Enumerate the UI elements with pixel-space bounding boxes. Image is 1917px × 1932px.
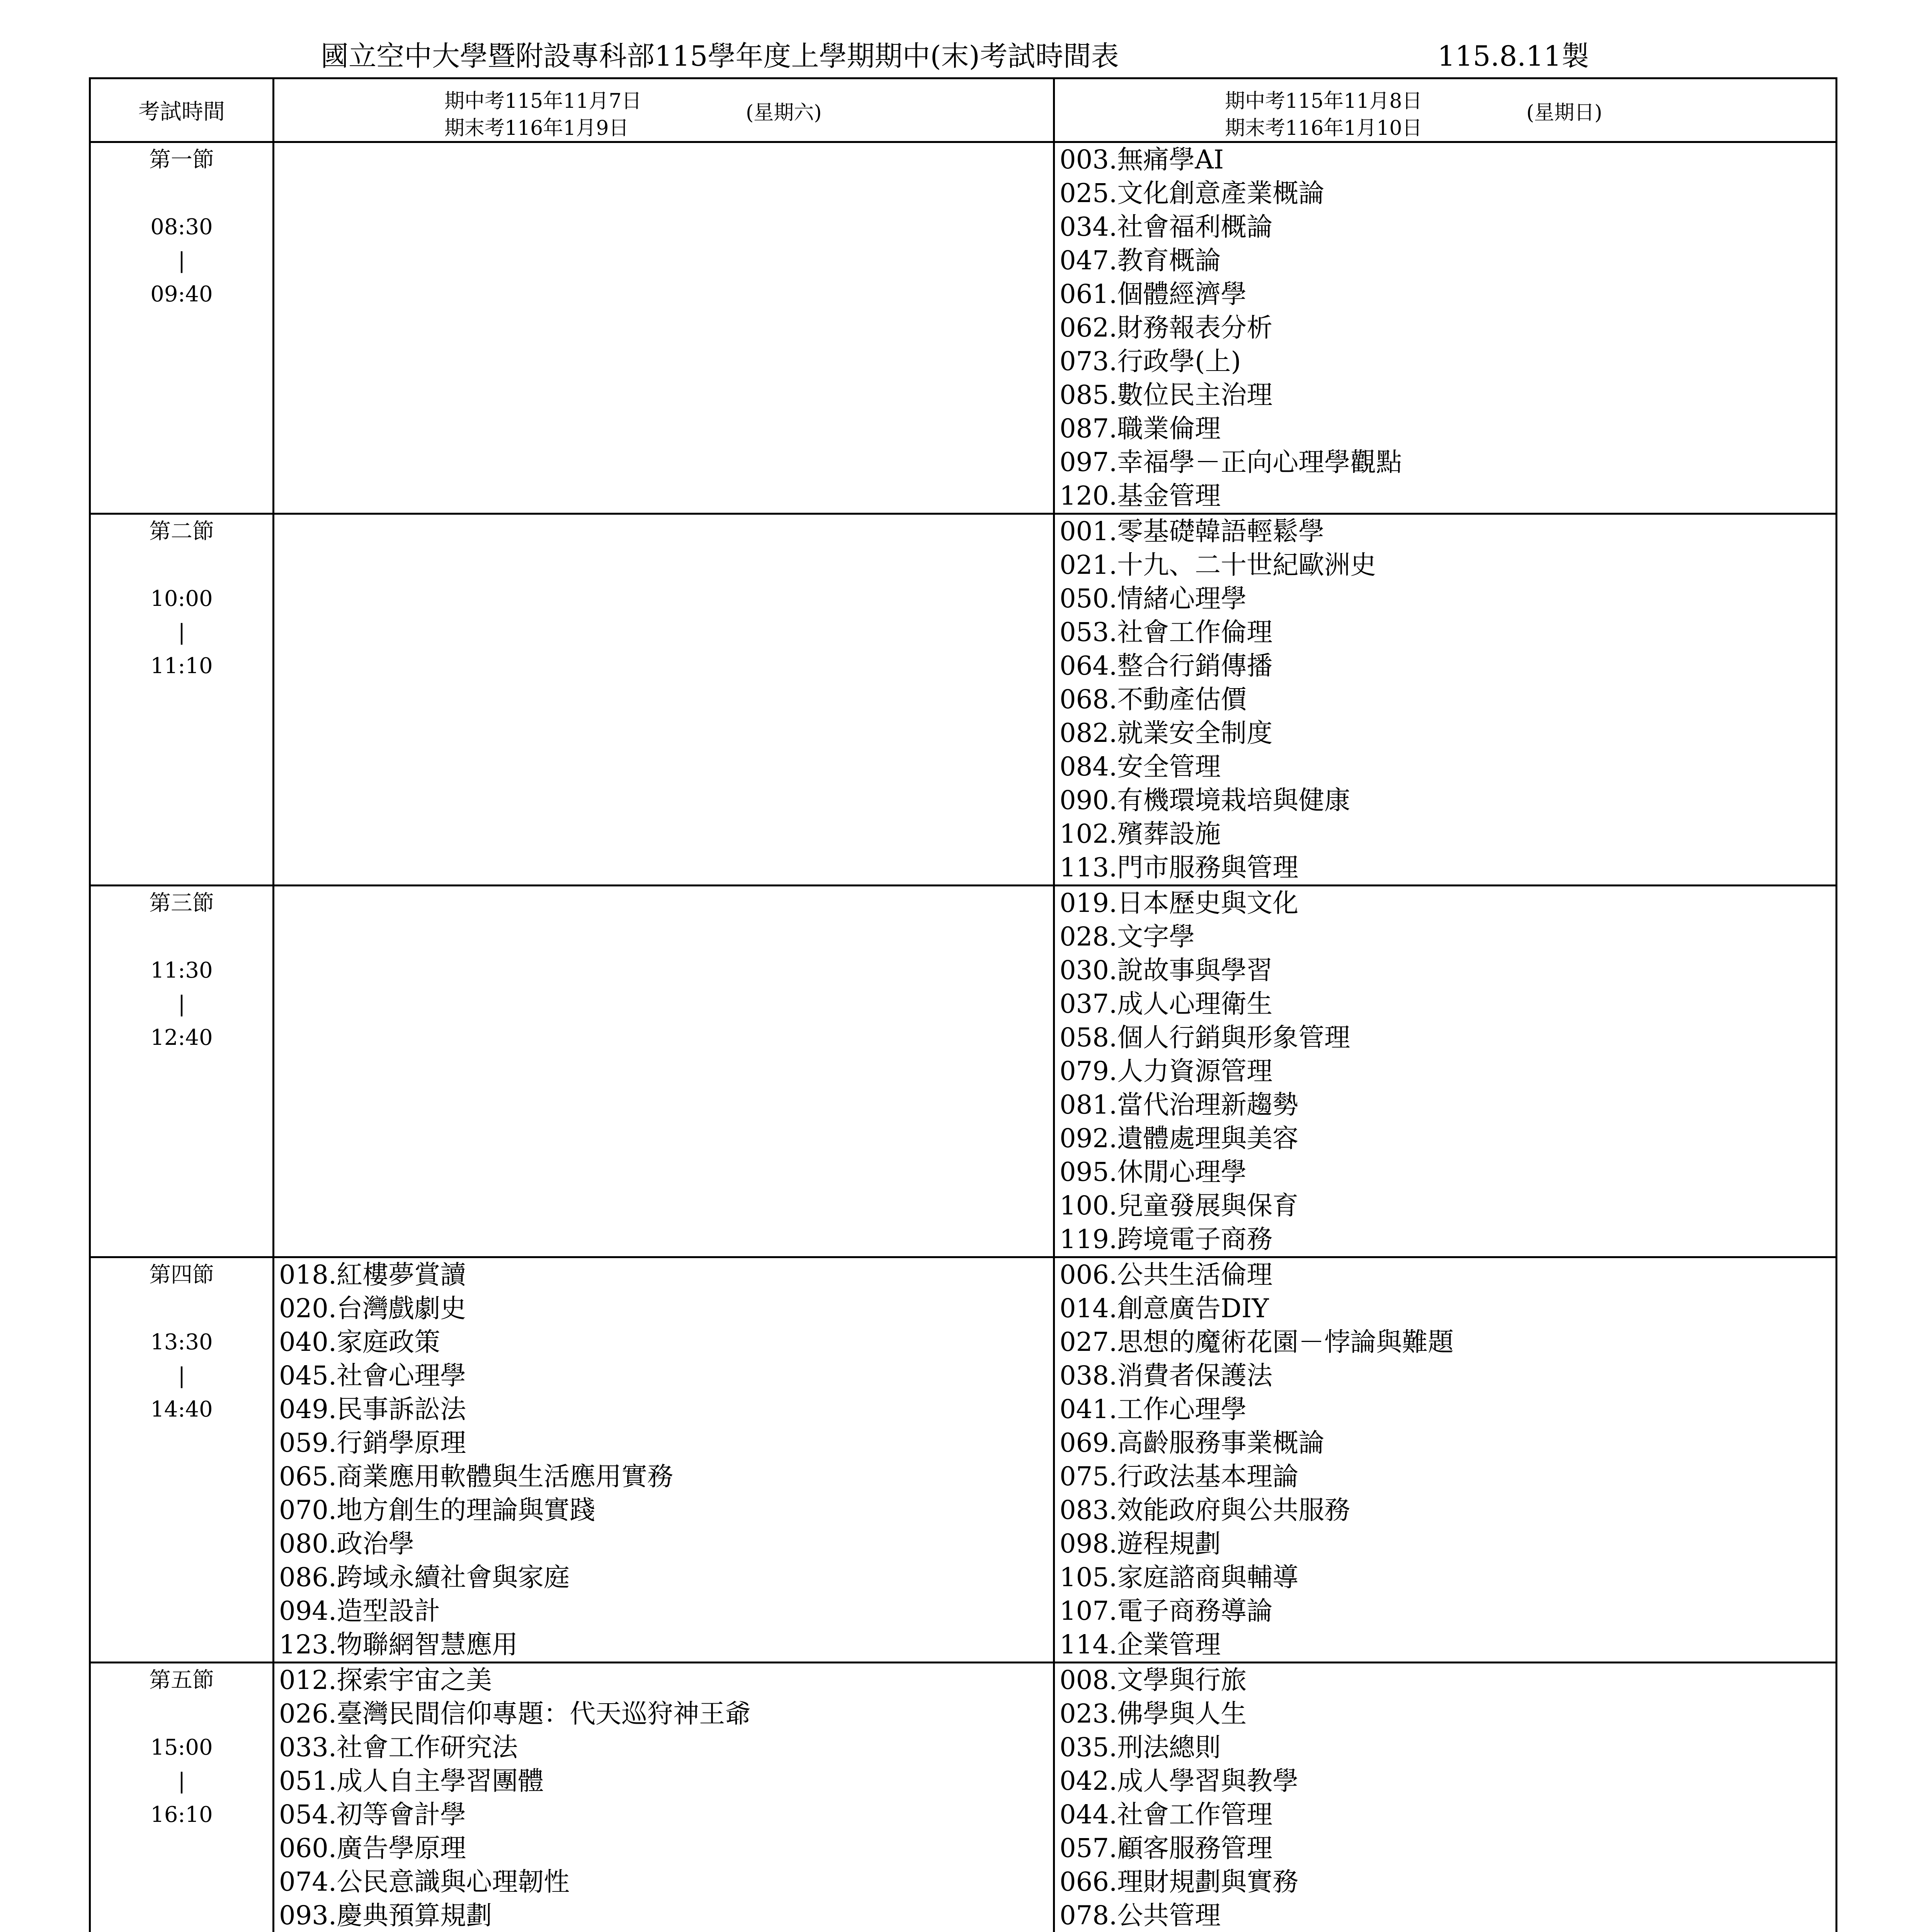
course-item: 090.有機環境栽培與健康 bbox=[1060, 785, 1351, 815]
course-item: 001.零基礎韓語輕鬆學 bbox=[1060, 516, 1325, 546]
period-separator: | bbox=[178, 1769, 185, 1794]
period-start-time: 15:00 bbox=[150, 1735, 213, 1760]
period-end-time: 16:10 bbox=[150, 1802, 213, 1827]
course-item: 035.刑法總則 bbox=[1060, 1732, 1221, 1762]
period-separator: | bbox=[178, 620, 185, 645]
spacer bbox=[91, 177, 272, 210]
course-item: 026.臺灣民間信仰專題：代天巡狩神王爺 bbox=[279, 1699, 751, 1729]
course-item: 027.思想的魔術花園－悖論與難題 bbox=[1060, 1327, 1454, 1357]
period-time-cell bbox=[90, 1257, 274, 1663]
course-item: 038.消費者保護法 bbox=[1060, 1361, 1273, 1391]
course-item: 040.家庭政策 bbox=[279, 1327, 441, 1357]
course-item: 049.民事訴訟法 bbox=[279, 1394, 466, 1424]
spacer bbox=[91, 1292, 272, 1325]
course-item: 107.電子商務導論 bbox=[1060, 1596, 1273, 1626]
course-item: 008.文學與行旅 bbox=[1060, 1665, 1247, 1695]
course-item: 082.就業安全制度 bbox=[1060, 718, 1273, 748]
course-item: 083.效能政府與公共服務 bbox=[1060, 1495, 1351, 1525]
sunday-courses-cell bbox=[1054, 514, 1837, 886]
course-item: 120.基金管理 bbox=[1060, 481, 1221, 511]
spacer bbox=[91, 548, 272, 582]
course-item: 003.無痛學AI bbox=[1060, 145, 1224, 175]
period-row bbox=[90, 1663, 1837, 1932]
period-end-time: 11:10 bbox=[150, 653, 213, 679]
sunday-header bbox=[1054, 78, 1837, 142]
course-item: 030.說故事與學習 bbox=[1060, 955, 1273, 985]
course-item: 041.工作心理學 bbox=[1060, 1394, 1247, 1424]
course-item: 021.十九、二十世紀歐洲史 bbox=[1060, 550, 1376, 580]
course-item: 061.個體經濟學 bbox=[1060, 279, 1247, 309]
period-end-time: 12:40 bbox=[150, 1025, 213, 1050]
saturday-courses-cell bbox=[274, 514, 1054, 886]
period-start-time: 10:00 bbox=[150, 586, 213, 611]
sunday-final-date: 期末考116年1月10日 bbox=[1225, 117, 1422, 140]
course-item: 084.安全管理 bbox=[1060, 752, 1221, 782]
period-name: 第五節 bbox=[149, 1668, 214, 1693]
period-time-cell bbox=[90, 142, 274, 514]
course-item: 095.休閒心理學 bbox=[1060, 1157, 1247, 1187]
course-item: 044.社會工作管理 bbox=[1060, 1799, 1273, 1830]
course-item: 012.探索宇宙之美 bbox=[279, 1665, 492, 1695]
exam-time-header: 考試時間 bbox=[90, 78, 274, 142]
course-item: 105.家庭諮商與輔導 bbox=[1060, 1562, 1299, 1592]
course-item: 078.公共管理 bbox=[1060, 1900, 1221, 1930]
course-item: 098.遊程規劃 bbox=[1060, 1529, 1221, 1559]
course-item: 123.物聯網智慧應用 bbox=[279, 1629, 518, 1660]
course-item: 050.情緒心理學 bbox=[1060, 583, 1247, 614]
period-row bbox=[90, 514, 1837, 886]
period-start-time: 13:30 bbox=[150, 1330, 213, 1355]
course-item: 058.個人行銷與形象管理 bbox=[1060, 1022, 1351, 1053]
period-separator: | bbox=[178, 248, 185, 273]
period-name: 第一節 bbox=[149, 147, 214, 172]
course-item: 065.商業應用軟體與生活應用實務 bbox=[279, 1461, 674, 1492]
saturday-courses-cell bbox=[274, 142, 1054, 514]
course-item: 113.門市服務與管理 bbox=[1060, 852, 1299, 883]
course-item: 093.慶典預算規劃 bbox=[279, 1900, 492, 1930]
course-item: 081.當代治理新趨勢 bbox=[1060, 1090, 1299, 1120]
course-item: 028.文字學 bbox=[1060, 922, 1195, 952]
course-item: 074.公民意識與心理韌性 bbox=[279, 1867, 570, 1897]
period-name: 第二節 bbox=[149, 519, 214, 544]
page-title: 國立空中大學暨附設專科部115學年度上學期期中(末)考試時間表 bbox=[321, 40, 1119, 72]
course-item: 119.跨境電子商務 bbox=[1060, 1224, 1273, 1254]
course-item: 086.跨域永續社會與家庭 bbox=[279, 1562, 570, 1592]
course-item: 075.行政法基本理論 bbox=[1060, 1461, 1299, 1492]
saturday-weekday: (星期六) bbox=[746, 101, 822, 124]
course-item: 051.成人自主學習團體 bbox=[279, 1766, 544, 1796]
course-item: 047.教育概論 bbox=[1060, 245, 1221, 276]
course-item: 092.遺體處理與美容 bbox=[1060, 1123, 1299, 1153]
course-item: 034.社會福利概論 bbox=[1060, 212, 1273, 242]
sunday-courses-cell bbox=[1054, 142, 1837, 514]
course-item: 100.兒童發展與保育 bbox=[1060, 1190, 1299, 1221]
course-item: 042.成人學習與教學 bbox=[1060, 1766, 1299, 1796]
page-title-row bbox=[0, 35, 1917, 77]
course-item: 079.人力資源管理 bbox=[1060, 1056, 1273, 1086]
period-time-cell bbox=[90, 1663, 274, 1932]
course-item: 085.數位民主治理 bbox=[1060, 380, 1273, 410]
saturday-courses-cell bbox=[274, 1257, 1054, 1663]
course-item: 114.企業管理 bbox=[1060, 1629, 1221, 1660]
spacer bbox=[91, 1697, 272, 1731]
sunday-courses-cell bbox=[1054, 1663, 1837, 1932]
saturday-midterm-date: 期中考115年11月7日 bbox=[444, 90, 642, 113]
saturday-final-date: 期末考116年1月9日 bbox=[444, 117, 629, 140]
period-end-time: 14:40 bbox=[150, 1397, 213, 1422]
period-time-cell bbox=[90, 514, 274, 886]
course-item: 033.社會工作研究法 bbox=[279, 1732, 518, 1762]
course-item: 070.地方創生的理論與實踐 bbox=[279, 1495, 596, 1525]
sunday-courses-cell bbox=[1054, 886, 1837, 1257]
saturday-courses-cell bbox=[274, 1663, 1054, 1932]
course-item: 054.初等會計學 bbox=[279, 1799, 466, 1830]
course-item: 006.公共生活倫理 bbox=[1060, 1260, 1273, 1290]
course-item: 066.理財規劃與實務 bbox=[1060, 1867, 1299, 1897]
period-separator: | bbox=[178, 992, 185, 1017]
period-row bbox=[90, 886, 1837, 1257]
course-item: 064.整合行銷傳播 bbox=[1060, 651, 1273, 681]
course-item: 045.社會心理學 bbox=[279, 1361, 466, 1391]
course-item: 014.創意廣告DIY bbox=[1060, 1293, 1269, 1323]
course-item: 020.台灣戲劇史 bbox=[279, 1293, 466, 1323]
course-item: 023.佛學與人生 bbox=[1060, 1699, 1247, 1729]
course-item: 069.高齡服務事業概論 bbox=[1060, 1428, 1325, 1458]
period-separator: | bbox=[178, 1363, 185, 1388]
course-item: 018.紅樓夢賞讀 bbox=[279, 1260, 466, 1290]
spacer bbox=[91, 920, 272, 954]
period-name: 第四節 bbox=[149, 1262, 214, 1287]
exam-schedule-table bbox=[89, 77, 1837, 1932]
sunday-courses-cell bbox=[1054, 1257, 1837, 1663]
course-item: 080.政治學 bbox=[279, 1529, 415, 1559]
course-item: 053.社會工作倫理 bbox=[1060, 617, 1273, 647]
course-item: 037.成人心理衛生 bbox=[1060, 989, 1273, 1019]
period-end-time: 09:40 bbox=[150, 282, 213, 307]
period-row bbox=[90, 142, 1837, 514]
course-item: 060.廣告學原理 bbox=[279, 1833, 466, 1863]
course-item: 073.行政學(上) bbox=[1060, 346, 1241, 376]
sunday-midterm-date: 期中考115年11月8日 bbox=[1225, 90, 1422, 113]
course-item: 068.不動產估價 bbox=[1060, 684, 1247, 714]
course-item: 094.造型設計 bbox=[279, 1596, 441, 1626]
saturday-header bbox=[274, 78, 1054, 142]
saturday-courses-cell bbox=[274, 886, 1054, 1257]
course-item: 059.行銷學原理 bbox=[279, 1428, 466, 1458]
course-item: 062.財務報表分析 bbox=[1060, 313, 1273, 343]
period-row bbox=[90, 1257, 1837, 1663]
period-time-cell bbox=[90, 886, 274, 1257]
course-item: 087.職業倫理 bbox=[1060, 413, 1221, 444]
made-date: 115.8.11製 bbox=[1437, 40, 1589, 72]
period-start-time: 11:30 bbox=[150, 958, 213, 983]
course-item: 019.日本歷史與文化 bbox=[1060, 888, 1299, 918]
course-item: 102.殯葬設施 bbox=[1060, 819, 1221, 849]
period-name: 第三節 bbox=[149, 891, 214, 916]
course-item: 025.文化創意產業概論 bbox=[1060, 178, 1325, 208]
table-header-row bbox=[90, 78, 1837, 142]
course-item: 097.幸福學－正向心理學觀點 bbox=[1060, 447, 1402, 477]
period-start-time: 08:30 bbox=[150, 214, 213, 240]
sunday-weekday: (星期日) bbox=[1526, 101, 1602, 124]
course-item: 057.顧客服務管理 bbox=[1060, 1833, 1273, 1863]
